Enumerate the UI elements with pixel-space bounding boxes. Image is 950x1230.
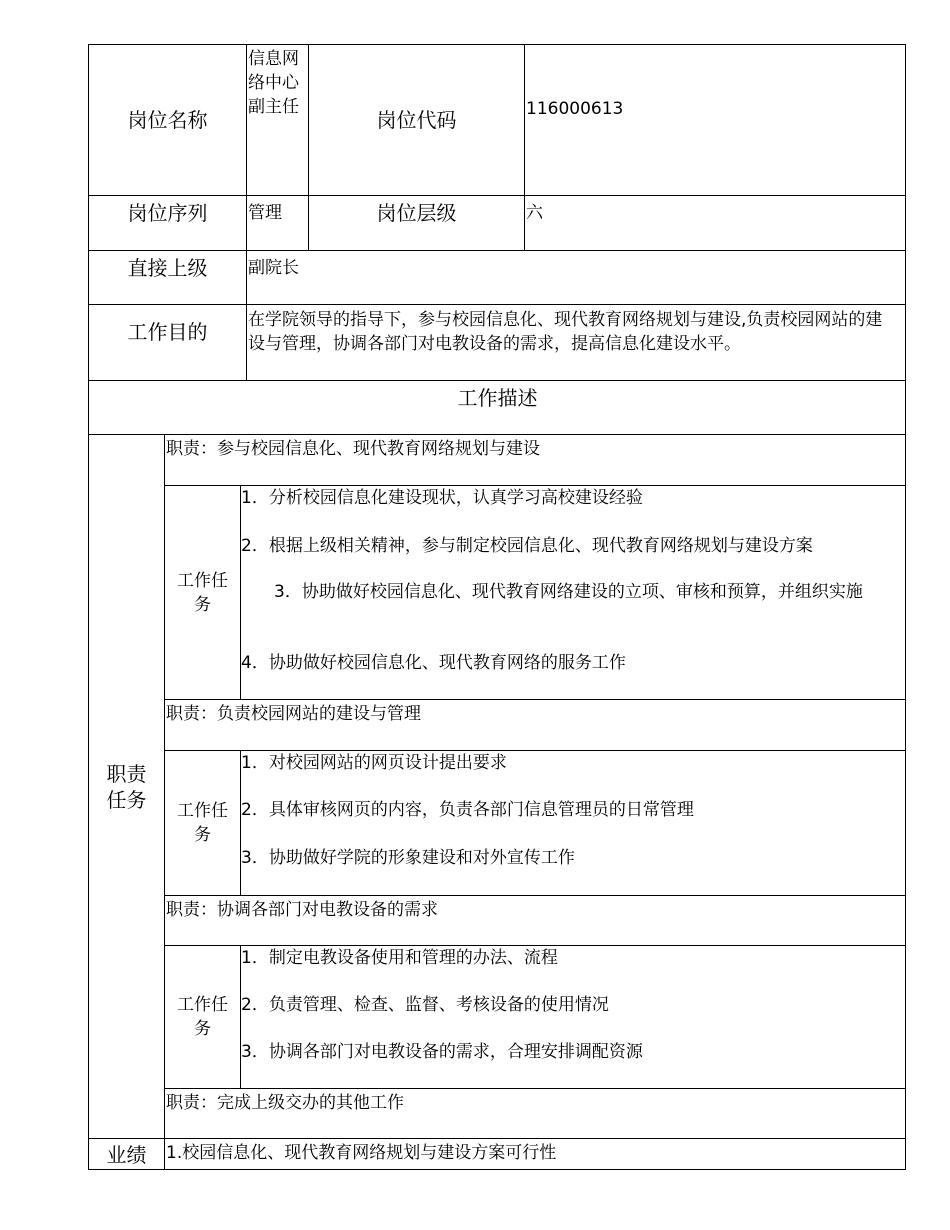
- work-description-title: 工作描述: [89, 381, 906, 435]
- task-item: 2．具体审核网页的内容，负责各部门信息管理员的日常管理: [241, 800, 694, 820]
- task-list: [241, 486, 906, 700]
- task-item: 2．负责管理、检查、监督、考核设备的使用情况: [241, 995, 609, 1015]
- duty-title: 职责：完成上级交办的其他工作: [165, 1089, 906, 1139]
- task-item: 3．协调各部门对电教设备的需求，合理安排调配资源: [241, 1042, 643, 1062]
- duty-title: 职责：协调各部门对电教设备的需求: [165, 896, 906, 946]
- duty-title: 职责：参与校园信息化、现代教育网络规划与建设: [165, 435, 906, 486]
- post-level-label: 岗位层级: [309, 196, 525, 251]
- task-item: 3．协助做好学院的形象建设和对外宣传工作: [241, 848, 575, 868]
- purpose-label: 工作目的: [89, 305, 247, 381]
- tasks-label: 工作任务: [165, 486, 241, 700]
- performance-item: 1.校园信息化、现代教育网络规划与建设方案可行性: [166, 1143, 557, 1163]
- tasks-label: 工作任务: [165, 751, 241, 896]
- post-level-value: 六: [525, 196, 906, 251]
- post-name-value: 信息网络中心副主任: [247, 45, 309, 196]
- performance-label: 业绩: [89, 1139, 165, 1170]
- post-name-label: 岗位名称: [89, 45, 247, 196]
- task-item: 3．协助做好校园信息化、现代教育网络建设的立项、审核和预算，并组织实施: [274, 582, 863, 602]
- task-list: [241, 946, 906, 1089]
- post-code-value: 116000613: [525, 45, 906, 196]
- task-item: 1．对校园网站的网页设计提出要求: [241, 753, 507, 773]
- post-code-label: 岗位代码: [309, 45, 525, 196]
- task-item: 1．分析校园信息化建设现状，认真学习高校建设经验: [241, 488, 643, 508]
- task-list: [241, 751, 906, 896]
- post-series-value: 管理: [247, 196, 309, 251]
- duty-title: 职责：负责校园网站的建设与管理: [165, 700, 906, 751]
- duties-label: 职责任务: [89, 435, 165, 1139]
- superior-label: 直接上级: [89, 251, 247, 305]
- job-description-table: [88, 44, 906, 1170]
- post-series-label: 岗位序列: [89, 196, 247, 251]
- purpose-value: 在学院领导的指导下，参与校园信息化、现代教育网络规划与建设,负责校园网站的建设与管理，协调各部门对电教设备的需求，提高信息化建设水平。: [247, 305, 906, 381]
- superior-value: 副院长: [247, 251, 906, 305]
- tasks-label: 工作任务: [165, 946, 241, 1089]
- task-item: 2．根据上级相关精神，参与制定校园信息化、现代教育网络规划与建设方案: [241, 536, 813, 556]
- task-item: 4．协助做好校园信息化、现代教育网络的服务工作: [241, 653, 626, 673]
- task-item: 1．制定电教设备使用和管理的办法、流程: [241, 948, 558, 968]
